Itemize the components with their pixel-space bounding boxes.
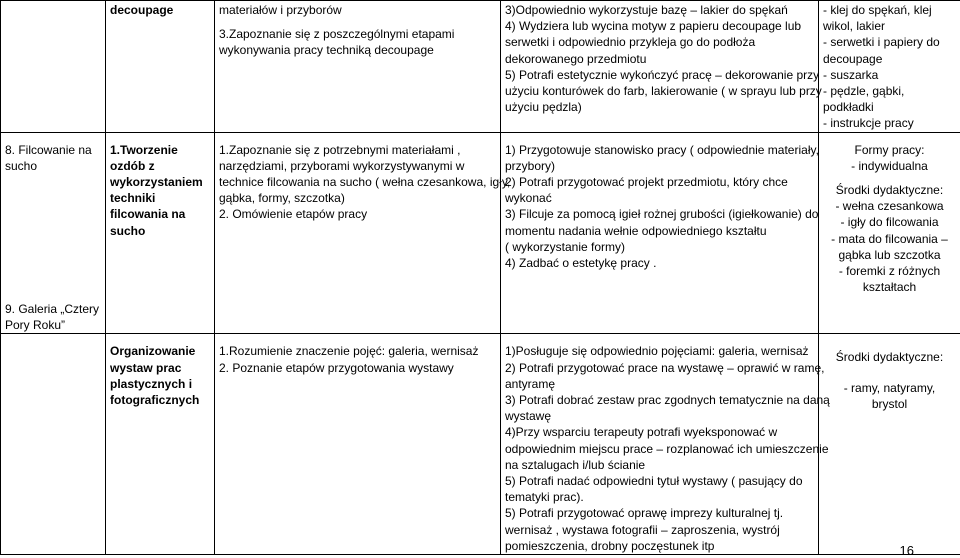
text-line: ( wykorzystanie formy) xyxy=(505,239,814,255)
text-line: 2. Omówienie etapów pracy xyxy=(219,206,496,222)
text-line: 8. Filcowanie na xyxy=(5,142,101,158)
materials-forms xyxy=(823,142,956,174)
cell-materials xyxy=(819,1,960,133)
cell-procedures xyxy=(215,132,501,334)
cell-task xyxy=(106,132,215,334)
text-line: 4) Wydziera lub wycina motyw z papieru decoupage lub xyxy=(505,18,814,34)
text-line: 1.Zapoznanie się z potrzebnymi materiałami , xyxy=(219,142,496,158)
text-line: ozdób z xyxy=(110,158,210,174)
text-line: techniki xyxy=(110,190,210,206)
text-line: sucho xyxy=(110,223,210,239)
text-line: podkładki xyxy=(823,99,956,115)
text-line: 4)Przy wsparciu terapeuty potrafi wyeksponować w xyxy=(505,424,814,440)
text-line: użyciu pędzla) xyxy=(505,99,814,115)
text-line: antyramę xyxy=(505,376,814,392)
text-line: 5) Potrafi przygotować oprawę imprezy kulturalnej tj. xyxy=(505,505,814,521)
table-row-galeria xyxy=(1,334,960,555)
text-line: decoupage xyxy=(823,51,956,67)
text-line: gąbka, formy, szczotka) xyxy=(219,190,496,206)
cell-materials xyxy=(819,132,960,334)
text-line: - serwetki i papiery do xyxy=(823,34,956,50)
text-line: wykorzystaniem xyxy=(110,174,210,190)
text-line: na sztalugach i/lub ścianie xyxy=(505,457,814,473)
text-line: 1.Rozumienie znaczenie pojęć: galeria, wernisaż xyxy=(219,343,496,359)
text-line: - foremki z różnych xyxy=(823,263,956,279)
text-line: 5) Potrafi estetycznie wykończyć pracę – dekorowanie przy xyxy=(505,67,814,83)
text-line: wystaw prac xyxy=(110,360,210,376)
text-line: 3.Zapoznanie się z poszczególnymi etapami xyxy=(219,26,496,42)
text-line: kształtach xyxy=(823,279,956,295)
text-line: - mata do filcowania – xyxy=(823,231,956,247)
text-line: - ramy, natyramy, xyxy=(823,380,956,396)
text-line: sucho xyxy=(5,158,101,174)
text-line: 1.Tworzenie xyxy=(110,142,210,158)
text-line: 1) Przygotowuje stanowisko pracy ( odpowiednie materiały, xyxy=(505,142,814,158)
text-line: Środki dydaktyczne: xyxy=(823,349,956,365)
text-line: wernisaż , wystawa fotografii – zaproszenia, wystrój xyxy=(505,522,814,538)
text-line: plastycznych i xyxy=(110,376,210,392)
text-line: pomieszczenia, drobny poczęstunek itp xyxy=(505,538,814,554)
text-line: decoupage xyxy=(110,2,210,18)
text-line: Pory Roku” xyxy=(5,317,101,333)
text-line: - wełna czesankowa xyxy=(823,198,956,214)
text-line: serwetki i odpowiednio przykleja go do podłoża xyxy=(505,34,814,50)
text-line: Formy pracy: xyxy=(823,142,956,158)
text-line: 1)Posługuje się odpowiednio pojęciami: galeria, wernisaż xyxy=(505,343,814,359)
text-line: użyciu konturówek do farb, lakierowanie ( w sprayu lub przy xyxy=(505,83,814,99)
text-line: 5) Potrafi nadać odpowiedni tytuł wystawy ( pasujący do xyxy=(505,473,814,489)
text-line: 3) Filcuje za pomocą igieł rożnej grubości (igiełkowanie) do xyxy=(505,206,814,222)
cell-outcomes xyxy=(501,334,819,555)
text-line: 3)Odpowiednio wykorzystuje bazę – lakier do spękań xyxy=(505,2,814,18)
text-line: - pędzle, gąbki, xyxy=(823,83,956,99)
text-line: 2) Potrafi przygotować projekt przedmiotu, który chce xyxy=(505,174,814,190)
text-line: brystol xyxy=(823,396,956,412)
text-line: 9. Galeria „Cztery xyxy=(5,301,101,317)
text-line: wykonać xyxy=(505,190,814,206)
cell-outcomes xyxy=(501,132,819,334)
materials-tools xyxy=(823,380,956,412)
text-line: momentu nadania wełnie odpowiedniego kształtu xyxy=(505,223,814,239)
text-line: 4) Zadbać o estetykę pracy . xyxy=(505,255,814,271)
text-line: - igły do filcowania xyxy=(823,214,956,230)
text-line: - suszarka xyxy=(823,67,956,83)
text-line: technice filcowania na sucho ( wełna czesankowa, igły, xyxy=(219,174,496,190)
text-line: wystawę xyxy=(505,408,814,424)
text-line: odpowiednim miejscu prace – rozplanować ich umieszczenie xyxy=(505,441,814,457)
page-number: 16 xyxy=(900,544,914,558)
text-line: 2) Potrafi przygotować prace na wystawę – oprawić w ramę, xyxy=(505,360,814,376)
text-line: materiałów i przyborów xyxy=(219,2,496,18)
materials-heading xyxy=(823,349,956,365)
text-line: narzędziami, przyborami wykorzystywanymi w xyxy=(219,158,496,174)
text-line: wikol, lakier xyxy=(823,18,956,34)
cell-topic xyxy=(1,1,106,133)
topic-filcowanie xyxy=(5,142,101,174)
cell-topic-empty xyxy=(1,334,106,555)
text-line: - indywidualna xyxy=(823,158,956,174)
text-line: dekorowanego przedmiotu xyxy=(505,51,814,67)
text-line: fotograficznych xyxy=(110,392,210,408)
cell-materials xyxy=(819,334,960,555)
cell-procedures xyxy=(215,334,501,555)
cell-topic xyxy=(1,132,106,334)
text-line: - klej do spękań, klej xyxy=(823,2,956,18)
text-line: gąbka lub szczotka xyxy=(823,247,956,263)
text-line: Środki dydaktyczne: xyxy=(823,182,956,198)
topic-galeria xyxy=(5,301,101,333)
text-line: 3) Potrafi dobrać zestaw prac zgodnych tematycznie na daną xyxy=(505,392,814,408)
table-row-filcowanie xyxy=(1,132,960,334)
cell-task xyxy=(106,1,215,133)
text-line: 2. Poznanie etapów przygotowania wystawy xyxy=(219,360,496,376)
text-line xyxy=(219,18,496,26)
cell-task xyxy=(106,334,215,555)
cell-procedures xyxy=(215,1,501,133)
text-line: wykonywania pracy techniką decoupage xyxy=(219,42,496,58)
text-line: filcowania na xyxy=(110,206,210,222)
text-line: tematyki prac). xyxy=(505,489,814,505)
text-line: - instrukcje pracy xyxy=(823,115,956,131)
text-line: przybory) xyxy=(505,158,814,174)
table-row-decoupage xyxy=(1,1,960,133)
text-line: Organizowanie xyxy=(110,343,210,359)
materials-tools xyxy=(823,182,956,295)
cell-outcomes xyxy=(501,1,819,133)
